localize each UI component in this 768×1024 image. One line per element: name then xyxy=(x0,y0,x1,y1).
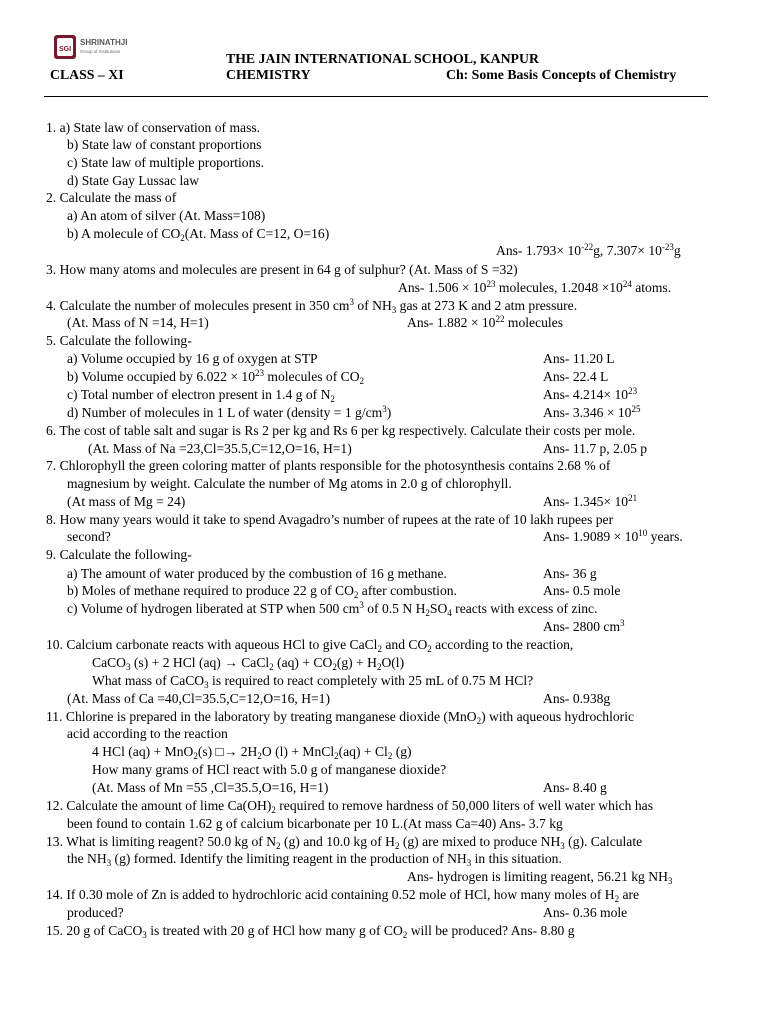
answer-line: Ans- hydrogen is limiting reagent, 56.21 kg $NH_3$ xyxy=(407,869,673,886)
worksheet-line: a) Volume occupied by 16 g of oxygen at STP xyxy=(67,351,318,366)
worksheet-line: 5. Calculate the following- xyxy=(46,333,192,348)
worksheet-line: d) State Gay Lussac law xyxy=(67,173,200,188)
worksheet-line: 15. 20 g of CaCO$_3$ is treated with 20 g of HCl how many g of $CO_2$ will be produced? Ans- 8.80 g xyxy=(46,923,575,940)
answer-line: Ans- $1.882 \times 10^{22}$ molecules xyxy=(407,314,563,330)
worksheet-line: magnesium by weight. Calculate the number of Mg atoms in 2.0 g of chlorophyll. xyxy=(67,476,512,491)
worksheet-line: 1. a) State law of conservation of mass. xyxy=(46,120,261,135)
answer-line: Ans- $4.214\times 10^{23}$ xyxy=(543,386,638,402)
worksheet-line: c) Volume of hydrogen liberated at STP when 500 $cm^3$ of 0.5 N $H_2SO_4$ reacts with excess of zinc. xyxy=(67,600,598,618)
worksheet-line: (At. Mass of N =14, H=1) xyxy=(67,315,209,330)
answer-line: Ans- 8.40 g xyxy=(543,780,607,795)
answer-line: Ans- 11.7 p, 2.05 p xyxy=(543,441,648,456)
worksheet-line: (At mass of Mg = 24) xyxy=(67,494,186,509)
worksheet-line: 3. How many atoms and molecules are present in 64 g of sulphur? (At. Mass of S =32) xyxy=(46,262,518,277)
logo-subtext: Group of Institutions xyxy=(80,49,121,54)
worksheet-line: b) A molecule of $CO_2(At$. Mass of C=12, O=16) xyxy=(67,226,330,243)
answer-line: Ans- $3.346 \times 10^{25}$ xyxy=(543,404,641,420)
worksheet-line: c) Total number of electron present in 1.4 g of $N_2$ xyxy=(67,387,335,404)
answer-line: Ans- 0.5 mole xyxy=(543,583,621,598)
worksheet-line: 11. Chlorine is prepared in the laboratory by treating manganese dioxide (MnO$_2$) with aqueous hydrochloric xyxy=(46,709,634,726)
worksheet-line: 14. If 0.30 mole of Zn is added to hydrochloric acid containing 0.52 mole of HCl, how many moles of $H_2$ are xyxy=(46,887,640,904)
answer-line: Ans- 11.20 L xyxy=(543,351,615,366)
worksheet-line: 2. Calculate the mass of xyxy=(46,190,177,205)
answer-line: Ans- $1.9089 \times 10^{10}$ years. xyxy=(543,528,683,544)
answer-line: Ans- 22.4 L xyxy=(543,369,609,384)
worksheet-line: 13. What is limiting reagent? 50.0 kg of $N_2$ (g) and 10.0 kg of $H_2$ (g) are mixed to produce $NH_3$ (g). Calculate xyxy=(46,834,643,851)
worksheet-line: c) State law of multiple proportions. xyxy=(67,155,265,170)
school-name: THE JAIN INTERNATIONAL SCHOOL, KANPUR xyxy=(226,51,539,66)
school-logo xyxy=(52,32,148,62)
worksheet-line: 8. How many years would it take to spend Avagadro’s number of rupees at the rate of 10 lakh rupees per xyxy=(46,512,614,527)
worksheet-line: 9. Calculate the following- xyxy=(46,547,192,562)
worksheet-line: second? xyxy=(67,529,111,544)
worksheet-line: a) The amount of water produced by the combustion of 16 g methane. xyxy=(67,566,447,581)
worksheet-line: 10. Calcium carbonate reacts with aqueous HCl to give CaCl$_2$ and $CO_2$ according to the reaction, xyxy=(46,637,574,654)
answer-line: Ans- $1.345\times 10^{21}$ xyxy=(543,493,638,509)
worksheet-line: b) State law of constant proportions xyxy=(67,137,262,152)
worksheet-line: 7. Chlorophyll the green coloring matter of plants responsible for the photosynthesis contains 2.68 % of xyxy=(46,458,611,473)
worksheet-line: What mass of CaCO$_3$ is required to react completely with 25 mL of 0.75 M HCl? xyxy=(92,673,534,690)
worksheet-line: a) An atom of silver (At. Mass=108) xyxy=(67,208,266,223)
class-label: CLASS – XI xyxy=(50,67,124,82)
svg-text:SGI: SGI xyxy=(58,46,72,53)
answer-line: Ans- 0.938g xyxy=(543,691,611,706)
worksheet-line: CaCO$_3$ (s) + 2 HCl (aq) → CaCl$_2$ $(aq) + CO_2(g) + H_2O(l)$ xyxy=(92,655,405,672)
header-divider xyxy=(44,96,708,97)
worksheet-line: 6. The cost of table salt and sugar is Rs 2 per kg and Rs 6 per kg respectively. Calculate their costs per mole. xyxy=(46,423,636,438)
answer-line: Ans- 36 g xyxy=(543,566,597,581)
worksheet-line: (At. Mass of Ca =40,Cl=35.5,C=12,O=16, H=1) xyxy=(67,691,331,706)
worksheet-line: (At. Mass of Na =23,Cl=35.5,C=12,O=16, H=1) xyxy=(88,441,352,456)
answer-line: Ans- 0.36 mole xyxy=(543,905,628,920)
worksheet-line: 4. Calculate the number of molecules present in 350 $cm^3$ of $NH_3$ gas at 273 K and 2 atm pressure. xyxy=(46,297,578,315)
answer-line: Ans- $1.793\times 10^{-22}g$, $7.307\times 10^{-23}g$ xyxy=(496,242,681,258)
worksheet-line: b) Volume occupied by $6.022 \times 10^{23}$ molecules of $CO_2$ xyxy=(67,368,365,386)
logo-text: SHRINATHJI xyxy=(80,38,128,47)
worksheet-line: produced? xyxy=(67,905,124,920)
answer-line: Ans- $1.506 \times 10^{23}$ molecules, $1.2048 \times 10^{24}$ atoms. xyxy=(398,279,672,295)
worksheet-line: d) Number of molecules in 1 L of water (density = 1 $g/cm^3$) xyxy=(67,404,392,420)
worksheet-line: acid according to the reaction xyxy=(67,726,228,741)
worksheet-line: b) Moles of methane required to produce 22 g of $CO_2$ after combustion. xyxy=(67,583,457,600)
worksheet-line: the $NH_3$ (g) formed. Identify the limiting reagent in the production of $NH_3$ in this situation. xyxy=(67,851,562,868)
worksheet-line: been found to contain 1.62 g of calcium bicarbonate per 10 L.(At mass Ca=40) Ans- 3.7 kg xyxy=(67,816,563,831)
worksheet-line: (At. Mass of Mn =55 ,Cl=35.5,O=16, H=1) xyxy=(92,780,329,795)
worksheet-line: 12. Calculate the amount of lime $Ca(OH)_2$ required to remove hardness of 50,000 liters of well water which has xyxy=(46,798,653,815)
chapter-label: Ch: Some Basis Concepts of Chemistry xyxy=(446,67,677,82)
worksheet-line: How many grams of HCl react with 5.0 g of manganese dioxide? xyxy=(92,762,447,777)
worksheet-line: 4 HCl (aq) + MnO$_2$(s) □→ $2H_2O$ (l) + MnCl$_2$(aq) + $Cl_2$ (g) xyxy=(92,744,412,761)
subject-label: CHEMISTRY xyxy=(226,67,311,82)
answer-line: Ans- 2800 $cm^3$ xyxy=(543,618,625,634)
